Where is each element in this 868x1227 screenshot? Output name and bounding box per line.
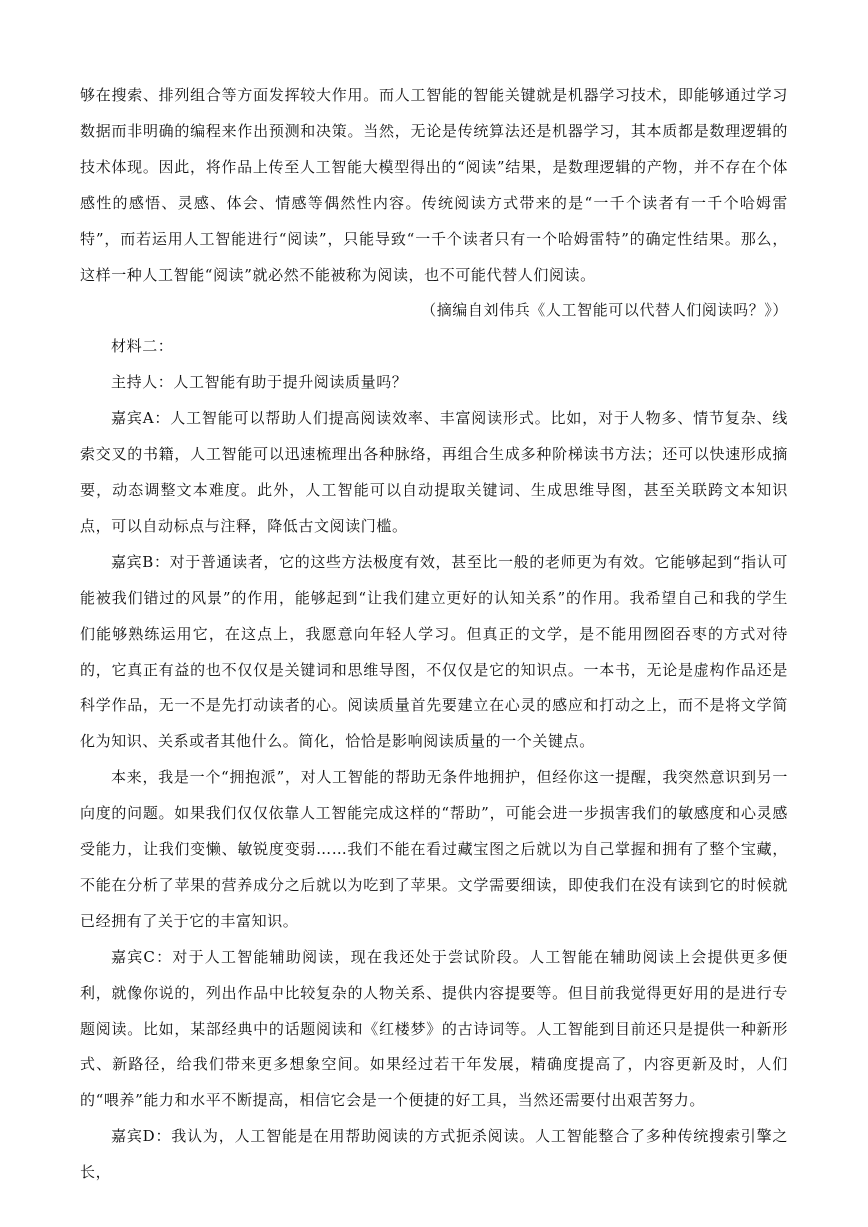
guest-d-paragraph: 嘉宾D：我认为，人工智能是在用帮助阅读的方式扼杀阅读。人工智能整合了多种传统搜索引擎之长， (80, 1127, 788, 1182)
material-two-label: 材料二： (111, 337, 174, 356)
guest-c-paragraph: 嘉宾C：对于人工智能辅助阅读，现在我还处于尝试阶段。人工智能在辅助阅读上会提供更多便利，就像你说的，列出作品中比较复杂的人物关系、提供内容提要等。但目前我觉得更好用的是进行专题阅读。比如，某部经典中的话题阅读和《红楼梦》的古诗词等。人工智能到目前还只是提供一种新形式、新路径，给我们带来更多想象空间。如果经过若干年发展，精确度提高了，内容更新及时，人们的“喂养”能力和水平不断提高，相信它会是一个便捷的好工具，当然还需要付出艰苦努力。 (80, 947, 788, 1110)
paragraph-intro: 够在搜索、排列组合等方面发挥较大作用。而人工智能的智能关键就是机器学习技术，即能够通过学习数据而非明确的编程来作出预测和决策。当然，无论是传统算法还是机器学习，其本质都是数理逻辑的技术体现。因此，将作品上传至人工智能大模型得出的“阅读”结果，是数理逻辑的产物，并不存在个体感性的感悟、灵感、体会、情感等偶然性内容。传统阅读方式带来的是“一千个读者有一千个哈姆雷特”，而若运用人工智能进行“阅读”，只能导致“一千个读者只有一个哈姆雷特”的确定性结果。那么，这样一种人工智能“阅读”就必然不能被称为阅读，也不可能代替人们阅读。 (80, 86, 788, 284)
guest-b-paragraph: 嘉宾B：对于普通读者，它的这些方法极度有效，甚至比一般的老师更为有效。它能够起到“指认可能被我们错过的风景”的作用，能够起到“让我们建立更好的认知关系”的作用。我希望自己和我的学生们能够熟练运用它，在这点上，我愿意向年轻人学习。但真正的文学，是不能用囫囵吞枣的方式对待的，它真正有益的也不仅仅是关键词和思维导图，不仅仅是它的知识点。一本书，无论是虚构作品还是科学作品，无一不是先打动读者的心。阅读质量首先要建立在心灵的感应和打动之上，而不是将文学简化为知识、关系或者其他什么。简化，恰恰是影响阅读质量的一个关键点。 (80, 552, 788, 751)
reply-paragraph: 本来，我是一个“拥抱派”，对人工智能的帮助无条件地拥护，但经你这一提醒，我突然意识到另一向度的问题。如果我们仅仅依靠人工智能完成这样的“帮助”，可能会进一步损害我们的敏感度和心灵感受能力，让我们变懒、敏锐度变弱……我们不能在看过藏宝图之后就以为自己掌握和拥有了整个宝藏，不能在分析了苹果的营养成分之后就以为吃到了苹果。文学需要细读，即使我们在没有读到它的时候就已经拥有了关于它的丰富知识。 (80, 768, 788, 930)
document-page (80, 78, 788, 1191)
host-question: 主持人：人工智能有助于提升阅读质量吗？ (111, 373, 408, 392)
guest-a-paragraph: 嘉宾A：人工智能可以帮助人们提高阅读效率、丰富阅读形式。比如，对于人物多、情节复杂、线索交叉的书籍，人工智能可以迅速梳理出各种脉络，再组合生成多种阶梯读书方法；还可以快速形成摘要，动态调整文本难度。此外，人工智能可以自动提取关键词、生成思维导图，甚至关联跨文本知识点，可以自动标点与注释，降低古文阅读门槛。 (80, 409, 788, 535)
source-citation: （摘编自刘伟兵《人工智能可以代替人们阅读吗？》） (421, 301, 788, 320)
